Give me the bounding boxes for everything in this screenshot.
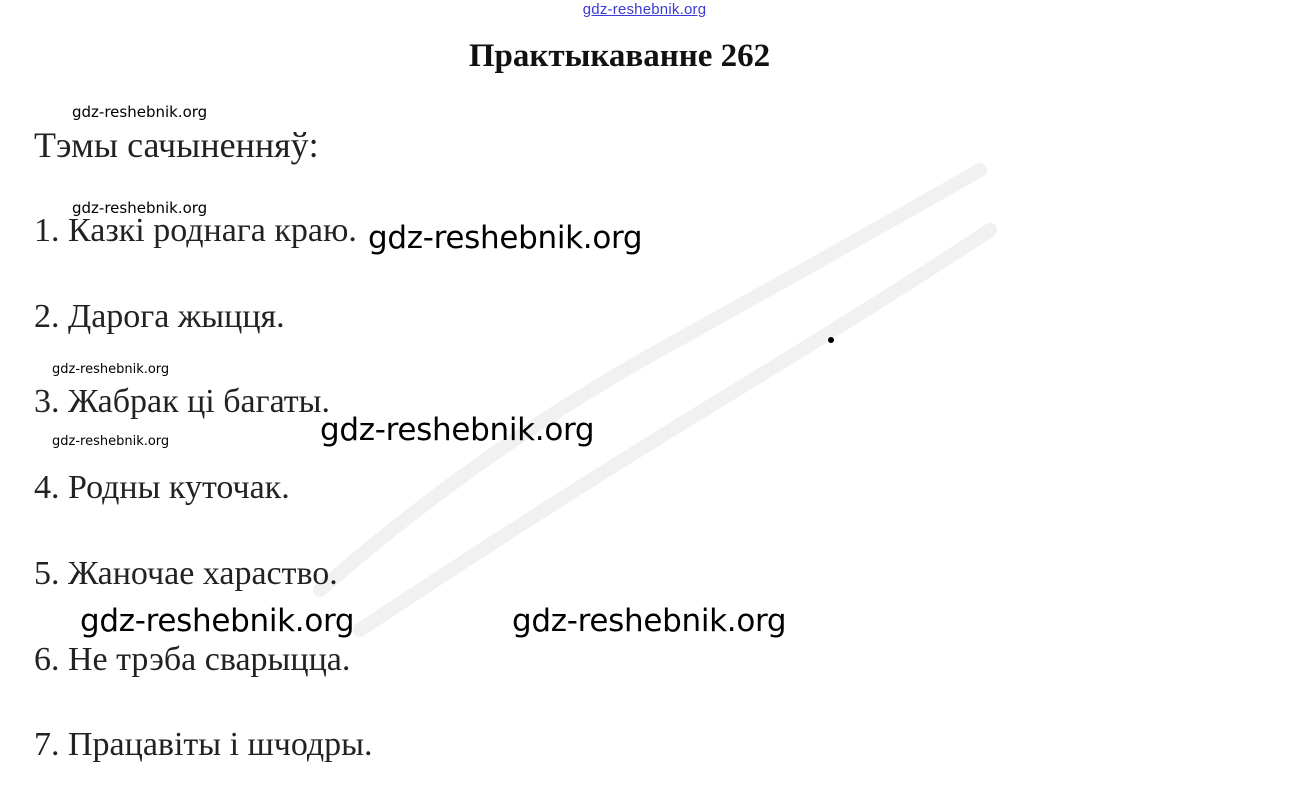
topic-item-3: 3. Жабрак ці багаты. [34,383,331,420]
watermark-text: gdz-reshebnik.org [512,603,787,639]
topics-heading: Тэмы сачыненняў: [34,125,319,165]
watermark-text: gdz-reshebnik.org [72,103,208,121]
watermark-text: gdz-reshebnik.org [368,220,643,256]
stray-dot [828,337,834,343]
topic-item-6: 6. Не трэба сварыцца. [34,641,351,678]
page-title: Практыкаванне 262 [468,38,771,74]
topic-item-1: 1. Казкі роднага краю. [34,212,357,249]
watermark-text: gdz-reshebnik.org [52,362,170,377]
watermark-text: gdz-reshebnik.org [72,199,208,217]
watermark-text: gdz-reshebnik.org [80,603,355,639]
topic-item-2: 2. Дарога жыцця. [34,298,285,335]
top-watermark-link[interactable]: gdz-reshebnik.org [582,1,707,18]
watermark-text: gdz-reshebnik.org [320,412,595,448]
topic-item-4: 4. Родны куточак. [34,469,290,506]
topic-item-5: 5. Жаночае хараство. [34,555,338,592]
watermark-text: gdz-reshebnik.org [52,434,170,449]
topic-item-7: 7. Працавіты і шчодры. [34,726,373,763]
